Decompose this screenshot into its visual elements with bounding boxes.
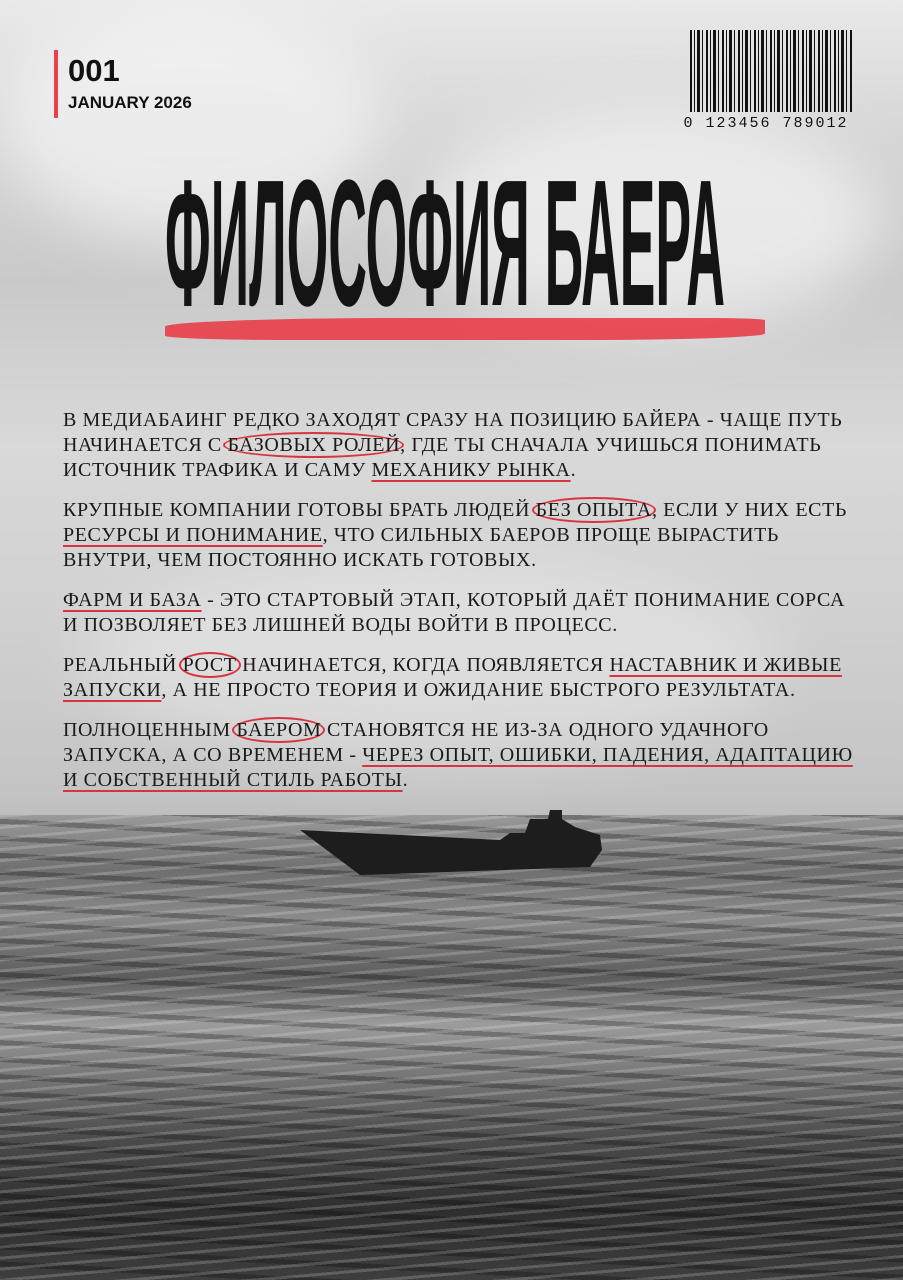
paragraph-text: . [570, 459, 577, 481]
underlined-phrase: МЕХАНИКУ РЫНКА [371, 459, 571, 481]
paragraph [63, 718, 853, 793]
paragraph-text: . [402, 769, 409, 791]
issue-accent-bar [54, 50, 58, 118]
underlined-phrase: ФАРМ И БАЗА [63, 589, 202, 611]
title-brush-underline [165, 318, 765, 340]
paragraph-text: , ЧТО СИЛЬНЫХ БАЕРОВ ПРОЩЕ ВЫРАСТИТЬ ВНУТРИ, ЧЕМ ПОСТОЯННО ИСКАТЬ ГОТОВЫХ. [63, 524, 779, 571]
paragraph-text: СТАНОВЯТСЯ НЕ ИЗ-ЗА ОДНОГО УДАЧНОГО ЗАПУСКА, А СО ВРЕМЕНЕМ - [63, 719, 769, 766]
paragraph [63, 588, 853, 638]
barcode-digits: 0 123456 789012 [683, 115, 849, 132]
barcode-bars [690, 30, 852, 112]
paragraph-text: РЕАЛЬНЫЙ [63, 654, 183, 676]
circled-phrase: РОСТ [179, 652, 241, 678]
underlined-phrase: ЧЕРЕЗ ОПЫТ, ОШИБКИ, ПАДЕНИЯ, АДАПТАЦИЮ И СОБСТВЕННЫЙ СТИЛЬ РАБОТЫ [63, 744, 853, 791]
article-body [63, 408, 853, 808]
page-title: ФИЛОСОФИЯ БАЕРА [165, 165, 725, 315]
underlined-phrase: РЕСУРСЫ И ПОНИМАНИЕ [63, 524, 323, 546]
underlined-phrase: НАСТАВНИК И ЖИВЫЕ ЗАПУСКИ [63, 654, 842, 701]
paragraph-text: , ГДЕ ТЫ СНАЧАЛА УЧИШЬСЯ ПОНИМАТЬ ИСТОЧНИК ТРАФИКА И САМУ [63, 434, 822, 481]
ship-image [300, 805, 605, 880]
circled-phrase: БАЗОВЫХ РОЛЕЙ [223, 432, 404, 458]
barcode [676, 30, 856, 135]
paragraph-text: НАЧИНАЕТСЯ, КОГДА ПОЯВЛЯЕТСЯ [236, 654, 610, 676]
paragraph-text: , ЕСЛИ У НИХ ЕСТЬ [651, 499, 847, 521]
paragraph [63, 408, 853, 483]
paragraph-text: В МЕДИАБАИНГ РЕДКО ЗАХОДЯТ СРАЗУ НА ПОЗИЦИЮ БАЙЕРА - ЧАЩЕ ПУТЬ НАЧИНАЕТСЯ С [63, 409, 843, 456]
paragraph-text: - ЭТО СТАРТОВЫЙ ЭТАП, КОТОРЫЙ ДАЁТ ПОНИМАНИЕ СОРСА И ПОЗВОЛЯЕТ БЕЗ ЛИШНЕЙ ВОДЫ ВОЙТИ В ПРОЦЕСС. [63, 589, 845, 636]
paragraph-text: , А НЕ ПРОСТО ТЕОРИЯ И ОЖИДАНИЕ БЫСТРОГО РЕЗУЛЬТАТА. [161, 679, 796, 701]
circled-phrase: БЕЗ ОПЫТА [532, 497, 656, 523]
paragraph-text: ПОЛНОЦЕННЫМ [63, 719, 237, 741]
stormy-sea-image [0, 815, 903, 1280]
circled-phrase: БАЕРОМ [232, 717, 325, 743]
paragraph-text: КРУПНЫЕ КОМПАНИИ ГОТОВЫ БРАТЬ ЛЮДЕЙ [63, 499, 536, 521]
paragraph [63, 498, 853, 573]
issue-number: 001 [68, 53, 120, 88]
paragraph [63, 653, 853, 703]
issue-date: JANUARY 2026 [68, 93, 192, 112]
page-title-wrap [165, 165, 735, 315]
